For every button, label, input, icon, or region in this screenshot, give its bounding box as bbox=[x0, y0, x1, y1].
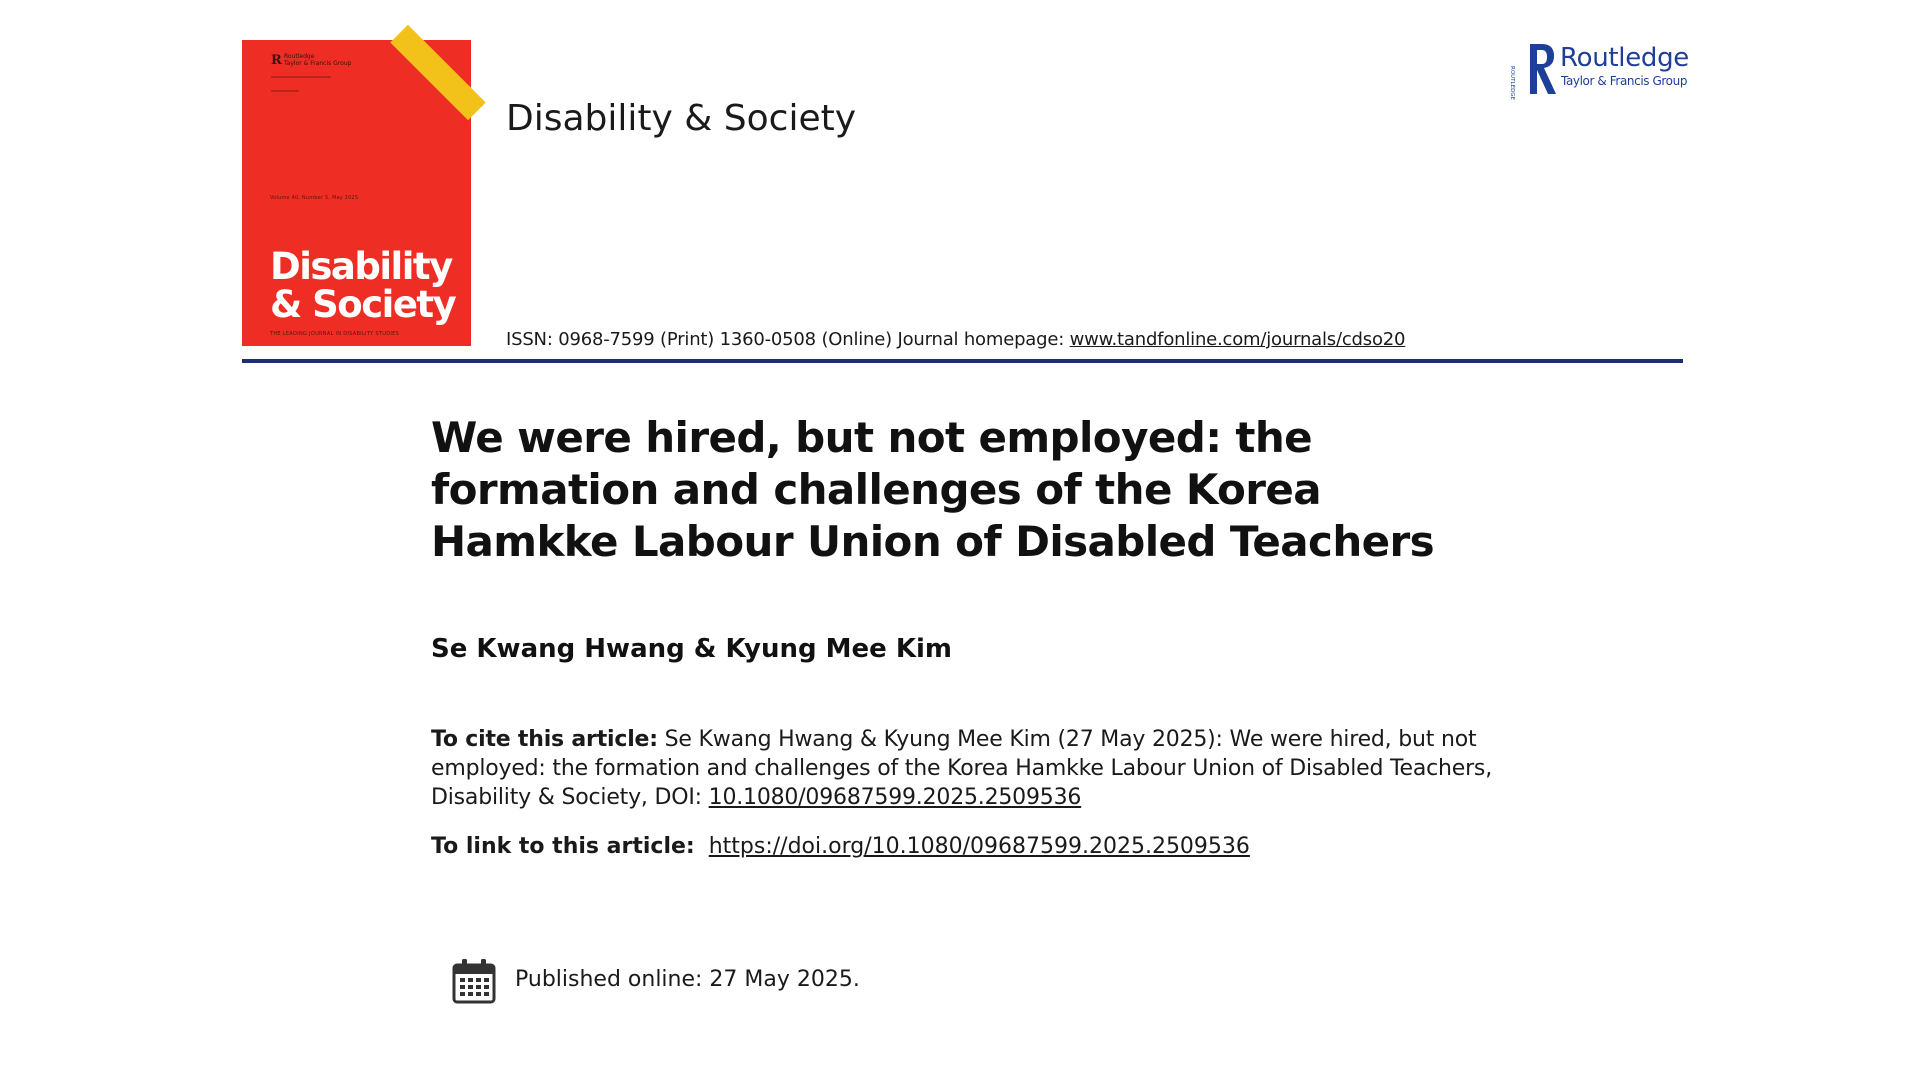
published-date: Published online: 27 May 2025. bbox=[515, 967, 860, 992]
cover-decor-line bbox=[271, 90, 299, 92]
publisher-logo bbox=[1509, 40, 1690, 101]
link-label: To link to this article: bbox=[431, 834, 695, 859]
cover-publisher-name: Routledge Taylor & Francis Group bbox=[284, 53, 352, 67]
journal-name: Disability & Society bbox=[506, 98, 857, 139]
cite-label: To cite this article: bbox=[431, 727, 658, 752]
article-link-line bbox=[431, 834, 1250, 859]
cover-volume: Volume 40, Number 5, May 2025 bbox=[270, 195, 359, 201]
article-url-link[interactable]: https://doi.org/10.1080/09687599.2025.2509536 bbox=[708, 834, 1250, 859]
citation-block bbox=[431, 725, 1511, 812]
publisher-logo-sub: Taylor & Francis Group bbox=[1561, 74, 1688, 88]
issn-line bbox=[506, 329, 1405, 350]
cover-publisher-mark: R bbox=[271, 53, 282, 68]
doi-link[interactable]: 10.1080/09687599.2025.2509536 bbox=[708, 785, 1082, 810]
routledge-r-icon bbox=[1509, 40, 1558, 101]
publisher-logo-word: Routledge bbox=[1560, 43, 1690, 73]
cover-title: Disability & Society bbox=[270, 245, 456, 326]
cover-strapline: THE LEADING JOURNAL IN DISABILITY STUDIES bbox=[270, 331, 400, 337]
header-divider bbox=[242, 359, 1683, 363]
journal-cover bbox=[242, 40, 471, 346]
article-authors: Se Kwang Hwang & Kyung Mee Kim bbox=[431, 634, 952, 664]
issn-text: ISSN: 0968-7599 (Print) 1360-0508 (Online) Journal homepage: bbox=[506, 329, 1070, 350]
cover-decor-line bbox=[271, 76, 331, 78]
cover-sash bbox=[390, 25, 485, 120]
article-title: We were hired, but not employed: the formation and challenges of the Korea Hamkke Labour Union of Disabled Teachers bbox=[431, 413, 1435, 566]
calendar-icon bbox=[452, 958, 496, 1004]
journal-homepage-link[interactable]: www.tandfonline.com/journals/cdso20 bbox=[1069, 329, 1406, 350]
svg-text:ROUTLEDGE: ROUTLEDGE bbox=[1509, 66, 1515, 101]
cite-text: Se Kwang Hwang & Kyung Mee Kim (27 May 2025): We were hired, but not employed: the formation and challenges of the Korea Hamkke Labour Union of Disabled Teachers, Disability & Society, DOI: bbox=[431, 727, 1492, 810]
